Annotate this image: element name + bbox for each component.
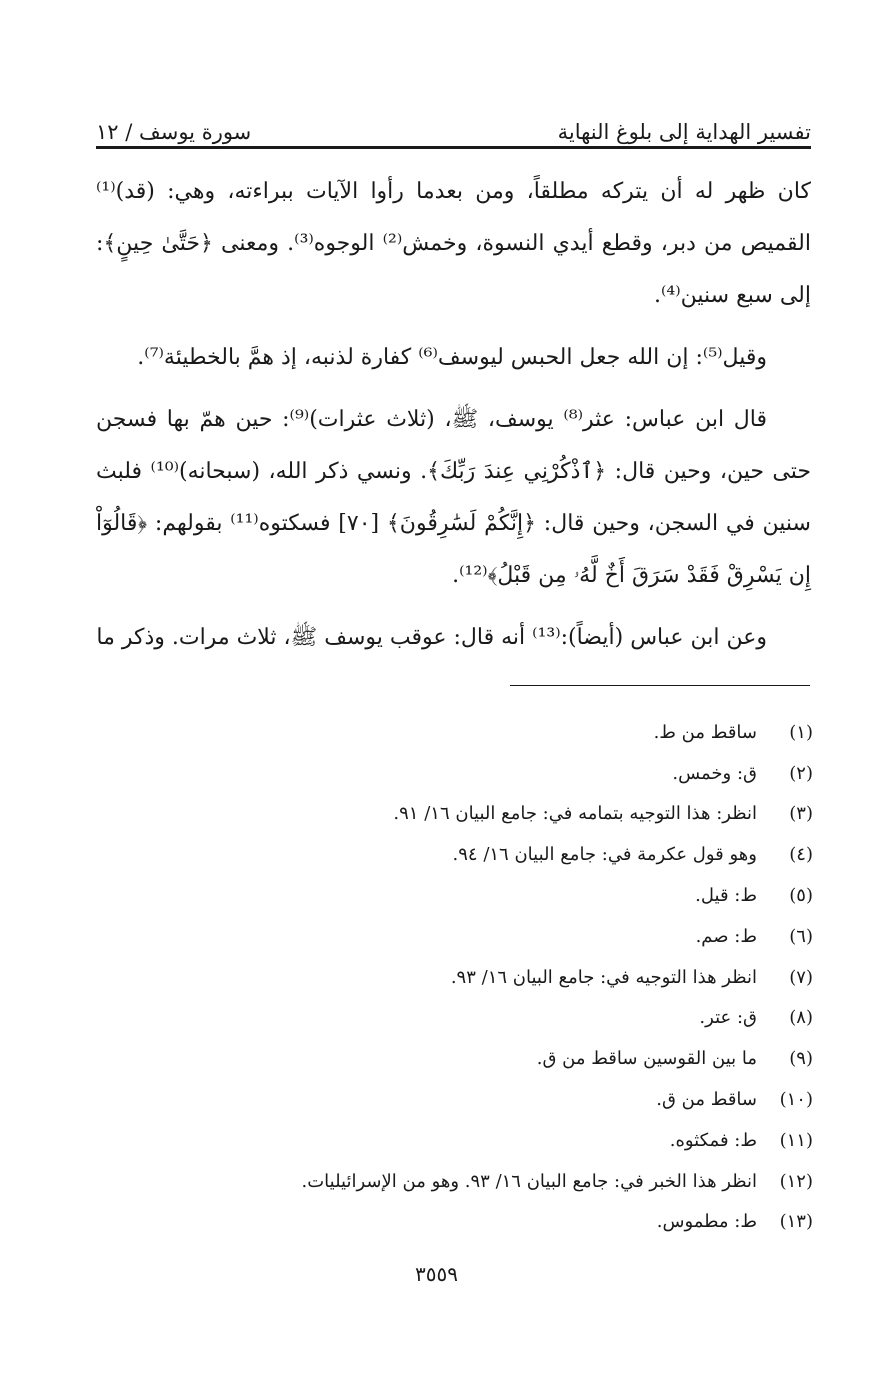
footnote-divider [510, 685, 810, 686]
footnote-text: انظر: هذا التوجيه بتمامه في: جامع البيان ١٦/ ٩١. [393, 803, 757, 825]
footnote [253, 1202, 813, 1243]
footnote [253, 794, 813, 835]
footnote-number: (٨) [789, 1007, 813, 1029]
header-divider [96, 146, 811, 149]
footnote-text: انظر هذا الخبر في: جامع البيان ١٦/ ٩٣. وهو من الإسرائيليات. [301, 1170, 757, 1192]
footnote-text: ما بين القوسين ساقط من ق. [536, 1048, 757, 1070]
paragraph: وقيل⁽⁵⁾: إن الله جعل الحبس ليوسف⁽⁶⁾ كفارة لذنبه، إذ همَّ بالخطيئة⁽⁷⁾. [137, 345, 767, 370]
footnote-text: ط: فمكثوه. [669, 1129, 757, 1151]
footnote-text: ساقط من ق. [656, 1089, 757, 1111]
footnote-number: (١١) [779, 1129, 813, 1151]
footnote-text: ساقط من ط. [653, 721, 757, 743]
footnote-number: (٥) [789, 885, 813, 907]
footnote [253, 998, 813, 1039]
footnote-text: ط: مطموس. [656, 1211, 757, 1233]
footnote [253, 916, 813, 957]
page-number: ٣٥٥٩ [415, 1262, 458, 1286]
footnote-number: (٦) [789, 925, 813, 947]
footnote [253, 1038, 813, 1079]
footnote [253, 753, 813, 794]
footnote-text: ط: قيل. [695, 885, 757, 907]
book-title: تفسير الهداية إلى بلوغ النهاية [557, 120, 811, 144]
footnote [253, 1120, 813, 1161]
footnote-text: وهو قول عكرمة في: جامع البيان ١٦/ ٩٤. [452, 844, 757, 866]
footnote-number: (١) [789, 721, 813, 743]
footnote-text: ق: وخمس. [672, 762, 757, 784]
footnotes [253, 712, 813, 1242]
main-text [96, 166, 811, 674]
footnote-text: انظر هذا التوجيه في: جامع البيان ١٦/ ٩٣. [450, 966, 757, 988]
footnote [253, 1079, 813, 1120]
footnote-number: (١٣) [779, 1211, 813, 1233]
paragraph: وعن ابن عباس (أيضاً):⁽¹³⁾ أنه قال: عوقب يوسف ﷺ، ثلاث مرات. وذكر ما [96, 625, 767, 650]
footnote-number: (٣) [789, 803, 813, 825]
footnote-text: ط: صم. [695, 925, 757, 947]
footnote-number: (٩) [789, 1048, 813, 1070]
footnote [253, 875, 813, 916]
footnote-number: (٧) [789, 966, 813, 988]
footnote [253, 957, 813, 998]
surah-label: سورة يوسف / ١٢ [96, 120, 252, 144]
paragraph: قال ابن عباس: عثر⁽⁸⁾ يوسف، ﷺ، (ثلاث عثرات)⁽⁹⁾: حين همّ بها فسجن حتى حين، وحين قال: ﴿ٱذْكُرْنِي عِندَ رَبِّكَ﴾. ونسي ذكر الله، (سبحانه)⁽¹⁰⁾ فلبث سنين في السجن، وحين قال: ﴿إِنَّكُمْ لَسَٰرِقُونَ﴾ [٧٠] فسكتوه⁽¹¹⁾ بقولهم: ﴿قَالُوٓاْ إِن يَسْرِقْ فَقَدْ سَرَقَ أَخٌ لَّهُۥ مِن قَبْلُ﴾⁽¹²⁾. [96, 407, 812, 588]
footnote [253, 712, 813, 753]
footnote-text: ق: عتر. [699, 1007, 757, 1029]
footnote-number: (١٠) [779, 1089, 813, 1111]
footnote-number: (١٢) [779, 1170, 813, 1192]
paragraph: كان ظهر له أن يتركه مطلقاً، ومن بعدما رأوا الآيات ببراءته، وهي: (قد)⁽¹⁾ القميص من دبر، وقطع أيدي النسوة، وخمش⁽²⁾ الوجوه⁽³⁾. ومعنى ﴿حَتَّىٰ حِينٍ﴾: إلى سبع سنين⁽⁴⁾. [96, 179, 811, 308]
footnote-number: (٢) [789, 762, 813, 784]
running-header [96, 100, 811, 144]
footnote-number: (٤) [789, 844, 813, 866]
footnote [253, 1161, 813, 1202]
footnote [253, 834, 813, 875]
